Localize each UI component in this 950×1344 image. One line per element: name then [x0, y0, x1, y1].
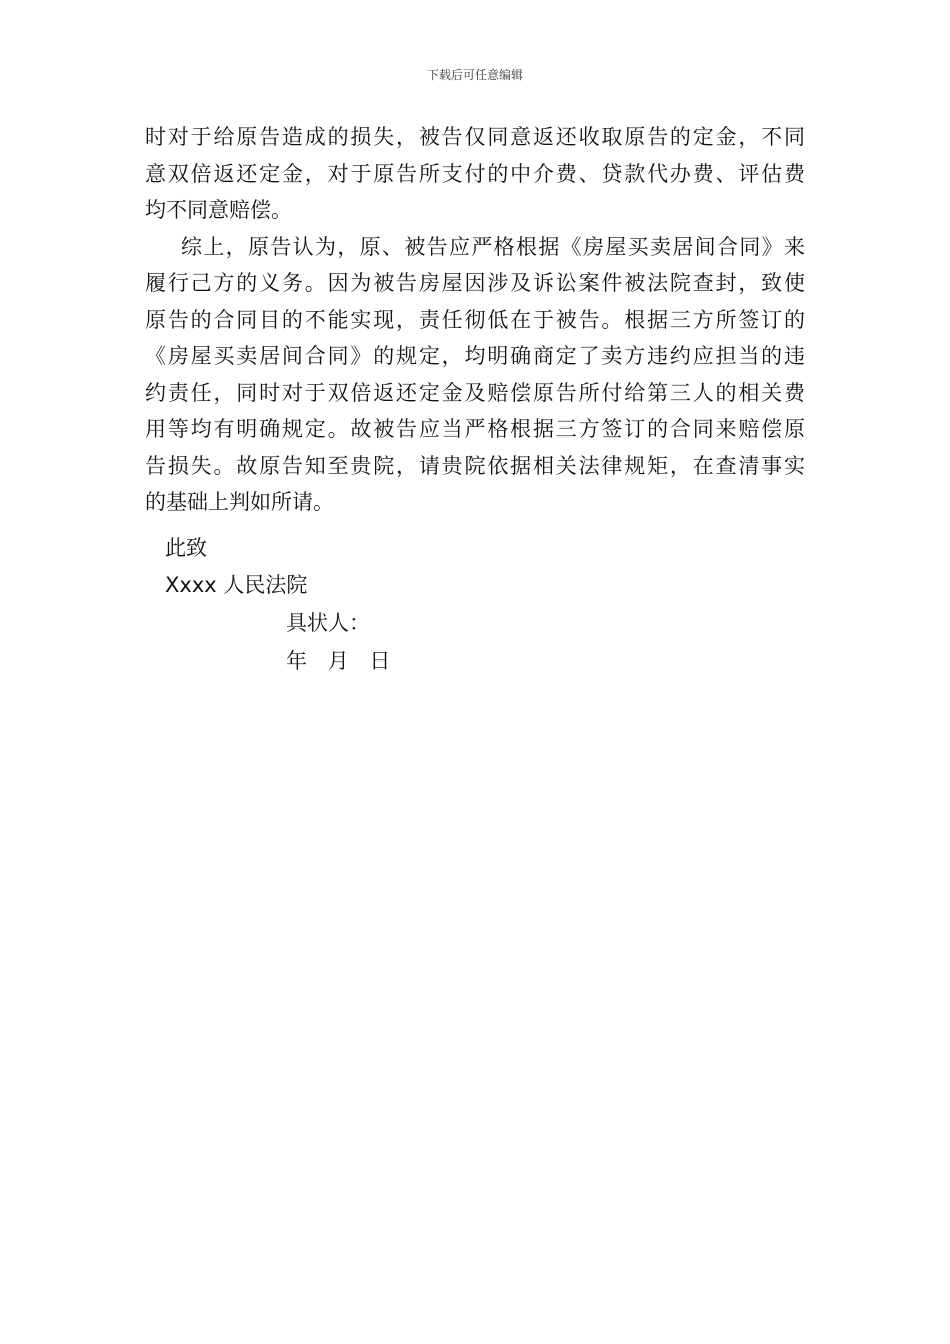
paragraph-line: 综上，原告认为，原、被告应严格根据《房屋买卖居间合同》来	[181, 234, 805, 259]
document-body	[145, 119, 805, 521]
paragraph-line: 均不同意赔偿。	[145, 198, 292, 222]
paragraph-line: 时对于给原告造成的损失，被告仅同意返还收取原告的定金，不同	[145, 125, 805, 149]
date-year: 年	[286, 649, 307, 673]
paragraph-line: 告损失。故原告知至贵院，请贵院依据相关法律规矩，在查清事实	[145, 453, 805, 478]
date-row	[286, 645, 404, 675]
date-month: 月	[327, 649, 349, 673]
court-name: Xxxx 人民法院	[165, 573, 308, 597]
paragraph-line: 用等均有明确规定。故被告应当严格根据三方签订的合同来赔偿原	[145, 417, 805, 441]
signature-label: 具状人：	[286, 611, 370, 635]
paragraph-line: 意双倍返还定金，对于原告所支付的中介费、贷款代办费、评估费	[145, 161, 805, 186]
paragraph-line: 的基础上判如所请。	[145, 490, 334, 514]
paragraph-line: 履行己方的义务。因为被告房屋因涉及诉讼案件被法院查封，致使	[145, 271, 805, 295]
paragraph-line: 约责任，同时对于双倍返还定金及赔偿原告所付给第三人的相关费	[145, 380, 805, 405]
paragraph-line: 《房屋买卖居间合同》的规定，均明确商定了卖方违约应担当的违	[145, 344, 805, 368]
header-note: 下载后可任意编辑	[426, 68, 523, 82]
salutation: 此致	[165, 536, 207, 560]
date-day: 日	[369, 649, 391, 673]
paragraph-line: 原告的合同目的不能实现，责任彻低在于被告。根据三方所签订的	[145, 307, 805, 332]
